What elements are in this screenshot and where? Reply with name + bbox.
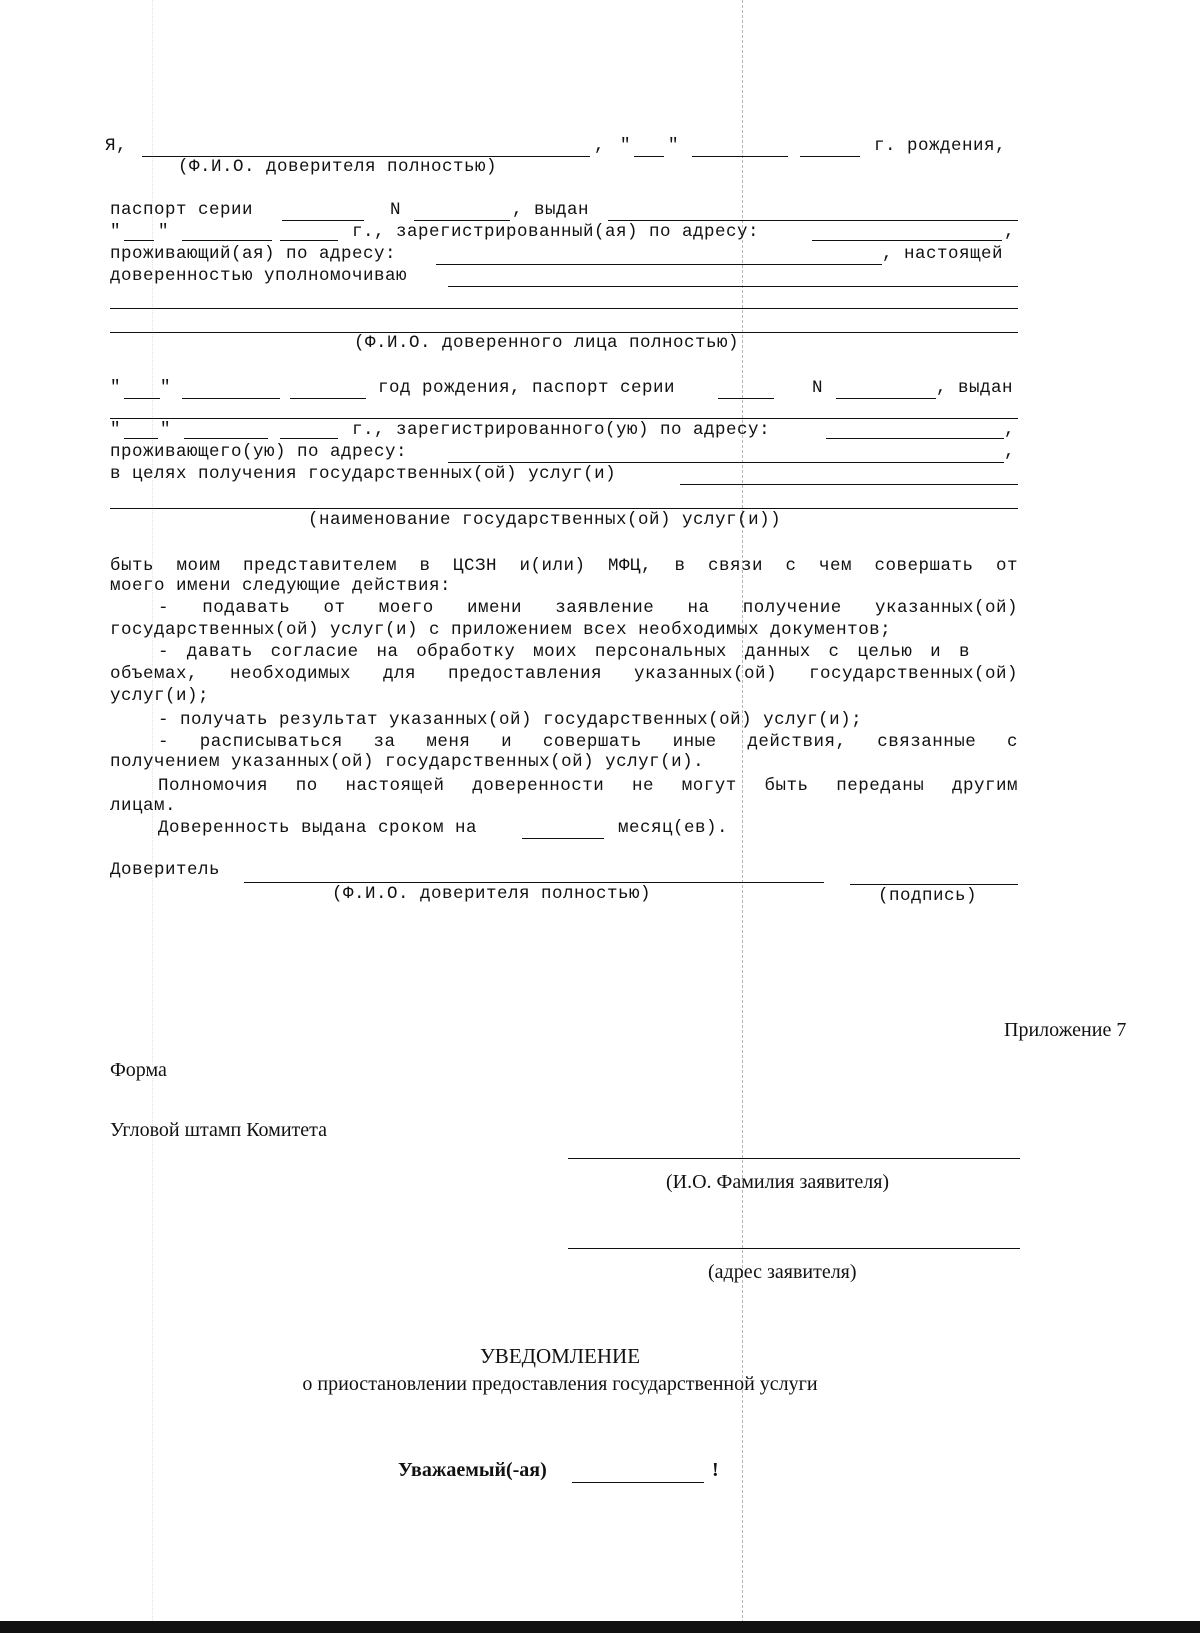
quote-open: " [110,378,122,398]
agent-birth-day-field[interactable] [124,398,160,399]
item-1-line-2: государственных(ой) услуг(и) с приложением всех необходимых документов; [110,620,892,640]
quote-open: " [110,420,122,440]
registered-address-field[interactable] [812,240,1002,241]
agent-passport-number-field[interactable] [836,398,936,399]
residing-label: проживающий(ая) по адресу: [110,244,397,264]
passport-number-label: N [390,200,402,220]
item-2-line-3: услуг(и); [110,686,210,706]
quote-close: " [160,378,172,398]
appendix-label: Приложение 7 [1004,1019,1127,1041]
empower-label: доверенностью уполномочиваю [110,266,408,286]
principal-fio-caption-bottom: (Ф.И.О. доверителя полностью) [332,884,652,904]
agent-passport-series-field[interactable] [718,398,774,399]
birth-label: г. рождения, [874,136,1007,156]
item-1-line-1: - подавать от моего имени заявление на получение указанных(ой) [158,598,1018,618]
i-label: Я, [105,136,128,156]
agent-issue-month-field[interactable] [184,438,268,439]
purpose-label: в целях получения государственных(ой) услуг(и) [110,464,617,484]
agent-issue-day-field[interactable] [124,438,158,439]
service-name-field[interactable] [680,484,1018,485]
agent-registered-label: г., зарегистрированного(ую) по адресу: [352,420,771,440]
agent-name-field[interactable] [448,286,1018,287]
present-label: , настоящей [882,244,1004,264]
item-2-line-2: объемах, необходимых для предоставления указанных(ой) государственных(ой) [110,664,1018,684]
applicant-address-field[interactable] [568,1248,1020,1249]
birth-month-field[interactable] [692,156,788,157]
registered-label: г., зарегистрированный(ая) по адресу: [352,222,760,242]
powers-line-2: лицам. [110,796,177,816]
comma: , [1004,442,1016,462]
form-label: Форма [110,1059,167,1081]
agent-fio-caption: (Ф.И.О. доверенного лица полностью) [354,333,740,353]
agent-birth-year-field[interactable] [290,398,366,399]
comma: , [1004,420,1016,440]
service-caption: (наименование государственных(ой) услуг(и)) [308,510,782,530]
addressee-name-field[interactable] [572,1482,704,1483]
principal-fio-caption: (Ф.И.О. доверителя полностью) [178,157,498,177]
issue-day-field[interactable] [124,240,154,241]
applicant-name-field[interactable] [568,1158,1020,1159]
agent-issued-by-field[interactable] [110,418,1018,419]
item-3: - получать результат указанных(ой) государственных(ой) услуг(и); [158,710,863,730]
quote-close: " [158,222,170,242]
powers-line-1: Полномочия по настоящей доверенности не могут быть переданы другим [158,776,1018,796]
notice-title: УВЕДОМЛЕНИЕ [479,1344,641,1368]
quote-close: " [160,420,172,440]
passport-series-label: паспорт серии [110,200,254,220]
body-line-1: быть моим представителем в ЦСЗН и(или) МФЦ, в связи с чем совершать от [110,556,1018,576]
agent-issue-year-field[interactable] [280,438,338,439]
item-4-line-1: - расписываться за меня и совершать иные действия, связанные с [158,732,1018,752]
scan-bottom-edge [0,1621,1200,1633]
issued-by-field[interactable] [608,220,1018,221]
agent-birth-month-field[interactable] [182,398,280,399]
quote-close: " [668,136,680,156]
term-unit-label: месяц(ев). [618,818,729,838]
residing-address-field[interactable] [436,264,882,265]
agent-name-field-2[interactable] [110,308,1018,309]
body-line-2: моего имени следующие действия: [110,576,452,596]
term-months-field[interactable] [522,838,604,839]
issued-label: , выдан [512,200,590,220]
agent-issued-label: , выдан [936,378,1014,398]
agent-registered-address-field[interactable] [826,438,1004,439]
principal-fio-field[interactable] [244,882,824,883]
quote-open: " [620,136,632,156]
comma: , [1004,222,1016,242]
service-name-field-2[interactable] [110,508,1018,509]
principal-label: Доверитель [110,860,221,880]
agent-number-label: N [812,378,824,398]
birth-day-field[interactable] [634,156,664,157]
birth-year-field[interactable] [800,156,860,157]
quote-open: " [110,222,122,242]
item-4-line-2: получением указанных(ой) государственных(ой) услуг(и). [110,752,705,772]
agent-residing-address-field[interactable] [448,462,1004,463]
signature-caption: (подпись) [878,886,978,906]
passport-number-field[interactable] [414,220,510,221]
agent-residing-label: проживающего(ую) по адресу: [110,442,408,462]
issue-year-field[interactable] [280,240,338,241]
item-2-line-1: - давать согласие на обработку моих персональных данных с целью и в [158,642,970,662]
stamp-label: Угловой штамп Комитета [110,1119,328,1141]
applicant-name-caption: (И.О. Фамилия заявителя) [666,1171,890,1193]
greeting-exclamation: ! [712,1459,719,1481]
signature-field[interactable] [850,884,1018,885]
term-label: Доверенность выдана сроком на [158,818,478,838]
applicant-address-caption: (адрес заявителя) [708,1261,857,1283]
issue-month-field[interactable] [182,240,272,241]
passport-series-field[interactable] [282,220,364,221]
comma: , [594,136,606,156]
greeting: Уважаемый(-ая) [398,1459,547,1481]
notice-subtitle: о приостановлении предоставления государственной услуги [302,1373,818,1395]
agent-birth-label: год рождения, паспорт серии [378,378,676,398]
